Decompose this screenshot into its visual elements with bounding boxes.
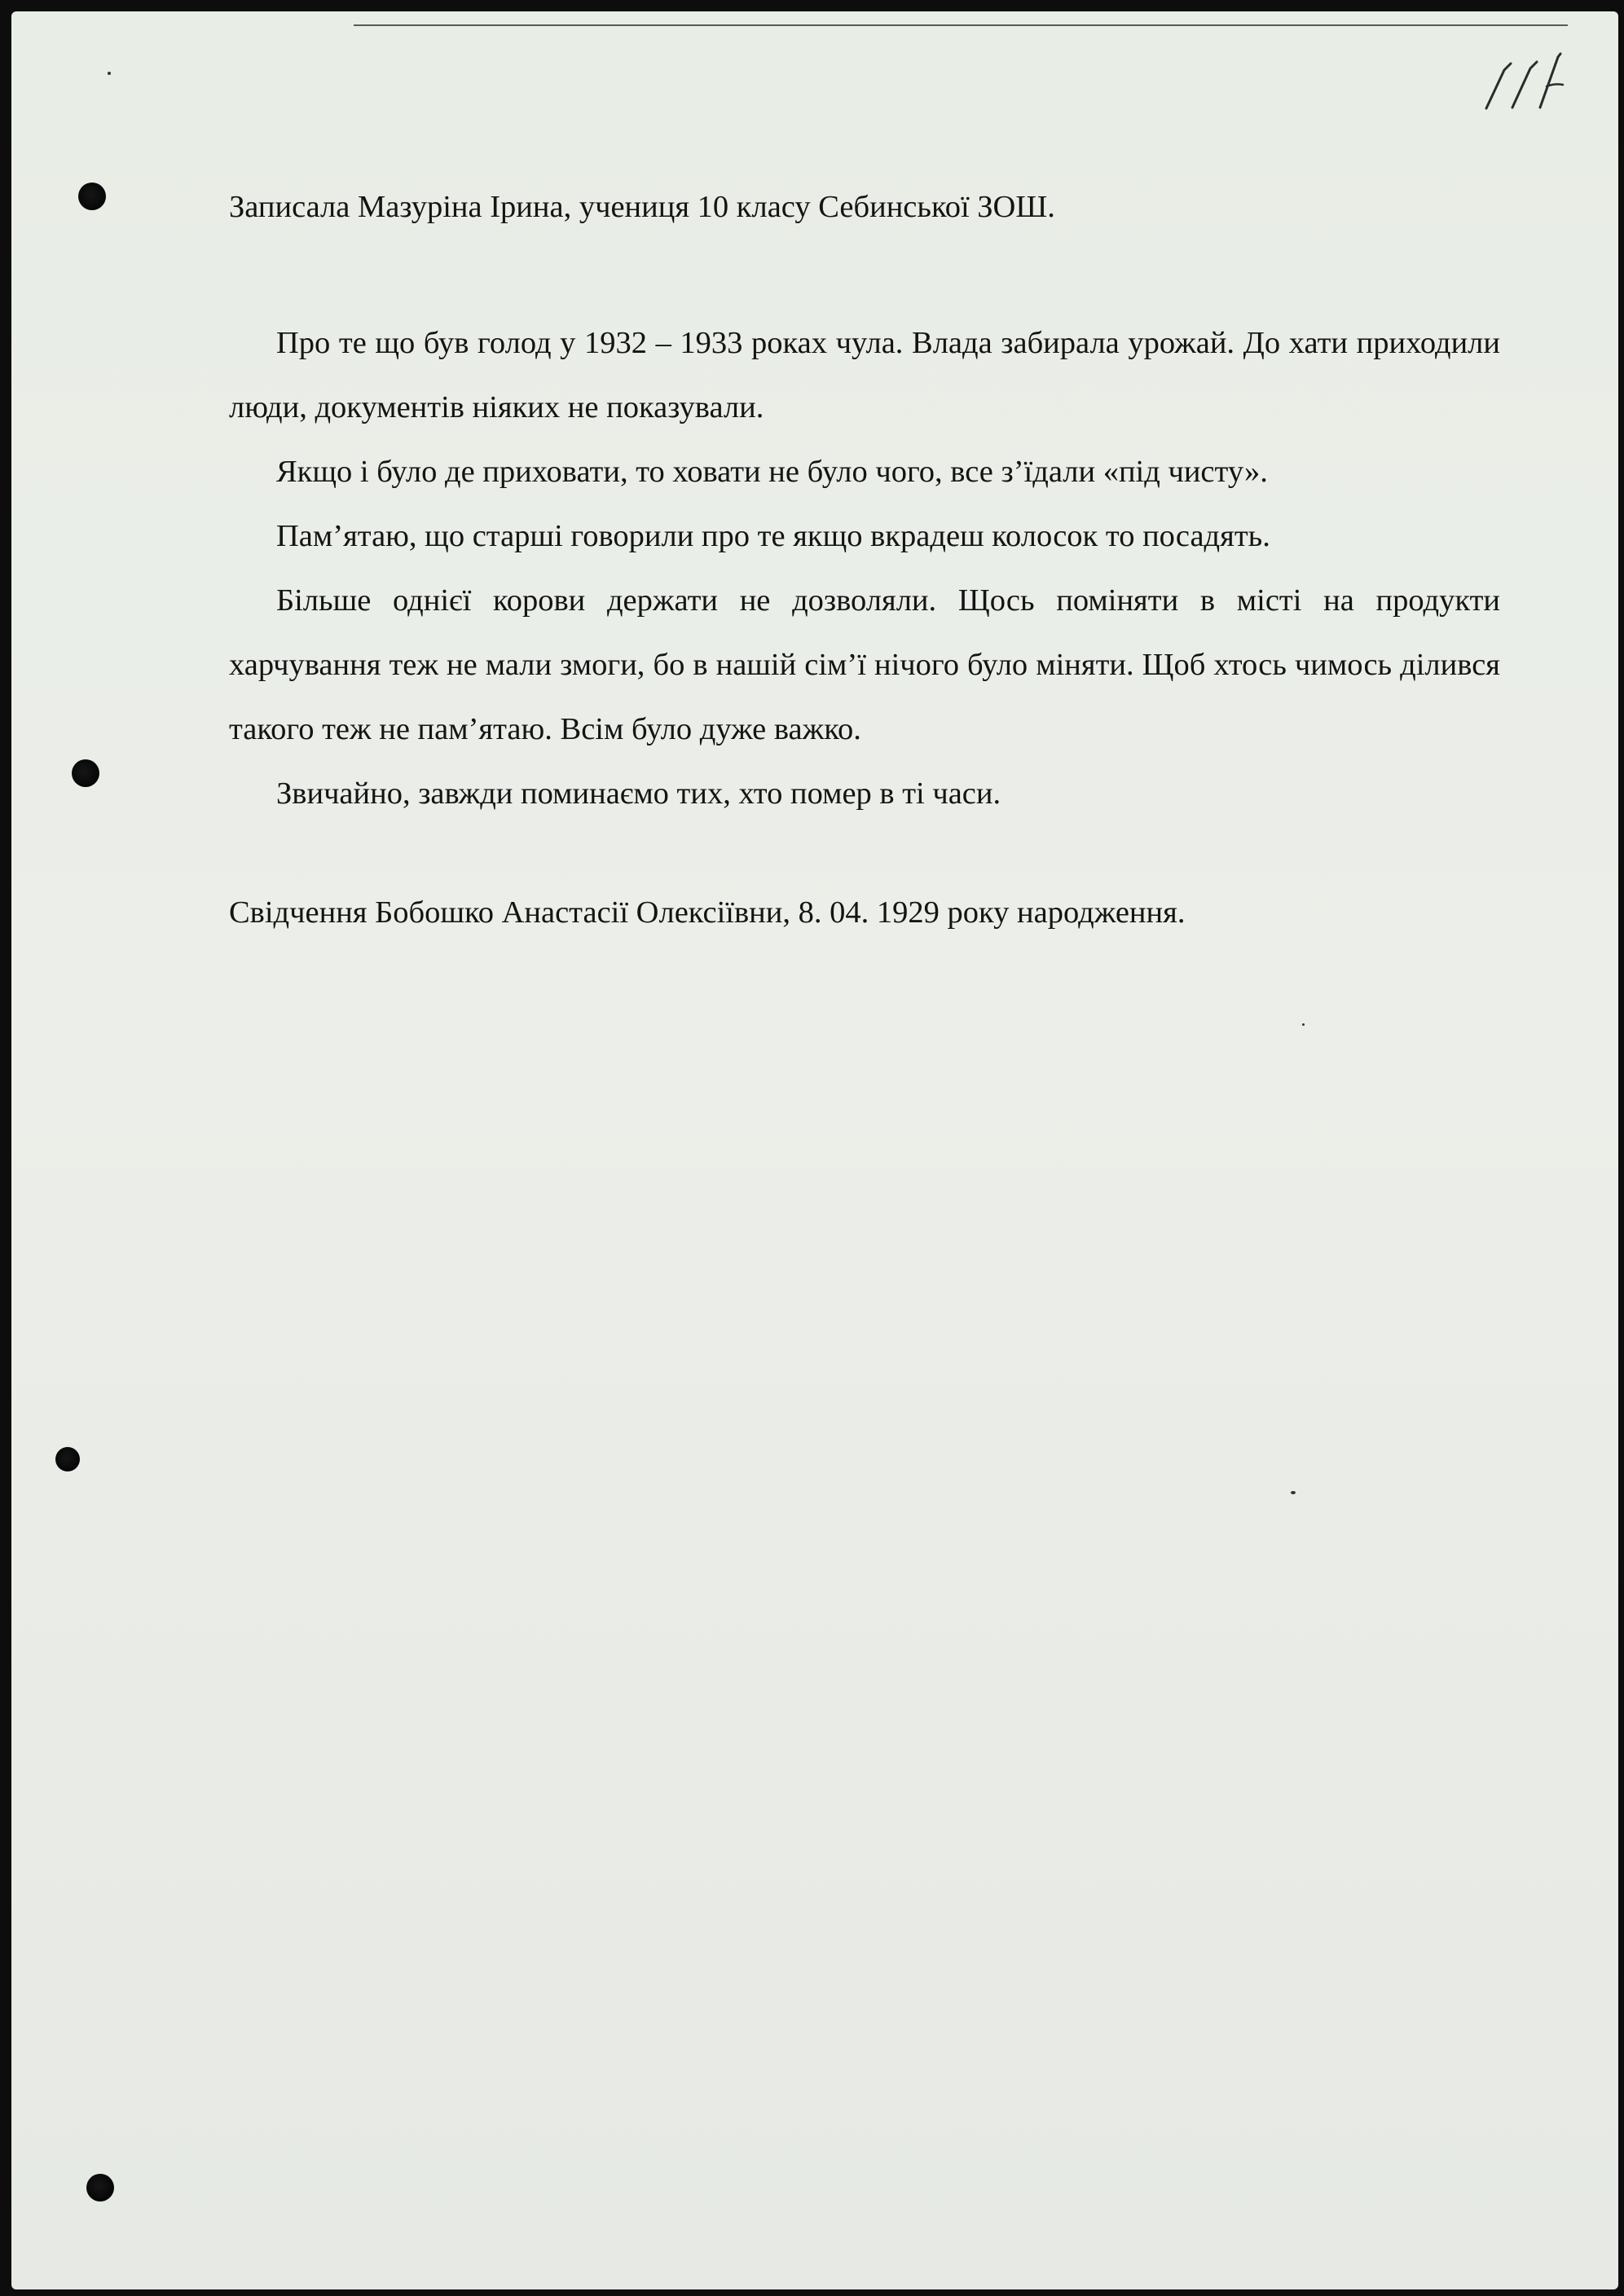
ink-speck <box>1291 1491 1296 1494</box>
testimony-paragraph: Звичайно, завжди поминаємо тих, хто помер в ті часи. <box>276 776 1001 811</box>
punch-hole-4 <box>86 2174 114 2201</box>
testimony-paragraph: Про те що був голод у 1932 – 1933 роках чула. Влада забирала урожай. До хати приходили люди, документів ніяких не показували. <box>229 326 1500 424</box>
top-edge-line <box>354 24 1568 26</box>
testimony-paragraph: Пам’ятаю, що старші говорили про те якщо вкрадеш колосок то посадять. <box>276 519 1270 553</box>
ink-speck <box>108 72 111 75</box>
document-page <box>11 11 1618 2289</box>
punch-hole-1 <box>78 183 106 210</box>
punch-hole-2 <box>72 759 99 787</box>
handwritten-folio-number <box>1462 39 1584 129</box>
testimony-paragraph: Більше однієї корови держати не дозволяли. Щось поміняти в місті на продукти харчування теж не мали змоги, бо в нашій сім’ї нічого було міняти. Щоб хтось чимось ділився такого теж не пам’ятаю. Всім було дуже важко. <box>229 583 1500 746</box>
folio-number-ink <box>1462 39 1584 129</box>
testimony-paragraph: Якщо і було де приховати, то ховати не було чого, все з’їдали «під чисту». <box>276 455 1268 489</box>
testimony-body <box>229 311 1500 826</box>
punch-hole-3 <box>55 1447 80 1471</box>
witness-line: Свідчення Бобошко Анастасії Олексіївни, 8. 04. 1929 року народження. <box>229 895 1186 930</box>
recorder-line: Записала Мазуріна Ірина, учениця 10 класу Себинської ЗОШ. <box>229 190 1055 224</box>
ink-speck <box>1302 1023 1305 1026</box>
